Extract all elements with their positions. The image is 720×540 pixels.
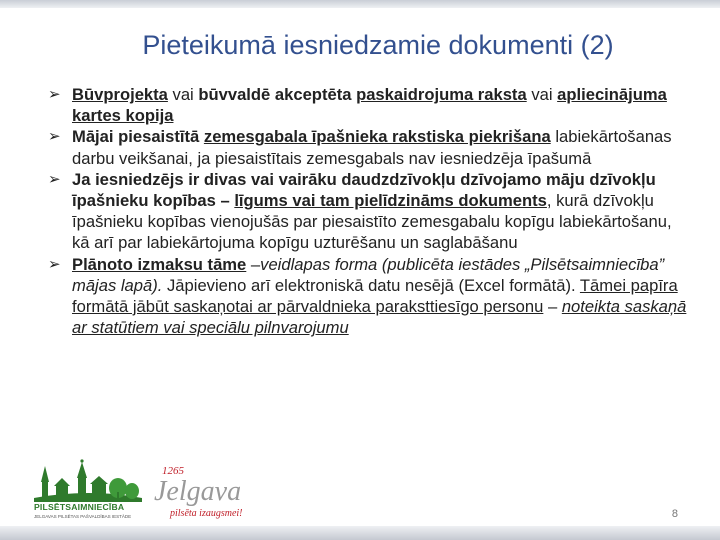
bullet-list [48, 84, 688, 338]
jelgava-wordmark-icon [148, 462, 278, 522]
bullet-item-2 [48, 126, 688, 168]
logo-jelgava-tagline: pilsēta izaugsmei! [170, 508, 243, 519]
text-run: līgums vai tam pielīdzināms dokuments [234, 191, 547, 211]
text-run: Tāmei papīra formātā jābūt saskaņotai ar pārvaldnieka paraksttiesīgo personu [72, 275, 678, 317]
bullet-item-4 [48, 254, 688, 339]
bottom-decor-bar [0, 526, 720, 540]
text-run: – [543, 297, 562, 317]
text-run: zemesgabala īpašnieka rakstiska piekrišana [203, 127, 551, 147]
arrow-bullet-icon: ➢ [48, 86, 61, 103]
text-run: – [246, 254, 261, 274]
text-run: veidlapas forma (publicēta iestādes „Pilsētsaimniecība” mājas lapā). [72, 254, 665, 295]
logo-mark-number: 1265 [162, 465, 184, 477]
bullet-item-3 [48, 169, 688, 254]
footer-logos [34, 458, 284, 524]
pilsetsaimnieciba-logo [34, 458, 142, 524]
arrow-bullet-icon: ➢ [48, 255, 61, 273]
text-run: būvvaldē akceptēta [198, 85, 357, 104]
top-decor-bar [0, 0, 720, 8]
text-run: apliecinājuma kartes kopija [72, 85, 667, 126]
logo-city-name: PILSĒTSAIMNIECĪBA [34, 502, 125, 512]
slide-title: Pieteikumā iesniedzamie dokumenti (2) [142, 30, 614, 60]
text-run: vai [526, 85, 558, 104]
text-run: Jāpievieno arī elektroniskā datu nesējā (Excel formātā). [162, 275, 580, 295]
bullet-item-1 [48, 84, 688, 126]
jelgava-logo [148, 462, 278, 522]
text-run: paskaidrojuma raksta [356, 85, 527, 104]
text-run: noteikta saskaņā ar statūtiem vai speciālu pilnvarojumu [72, 297, 687, 338]
city-skyline-icon [34, 458, 142, 502]
text-run: Būvprojekta [72, 85, 168, 104]
arrow-bullet-icon: ➢ [48, 128, 61, 146]
arrow-bullet-icon: ➢ [48, 170, 61, 188]
text-run: labiekārtošanas darbu veikšanai, ja piesaistītais zemesgabals nav iesniedzēja īpašumā [72, 127, 672, 168]
page-number: 8 [671, 508, 678, 520]
logo-city-subtitle: JELGAVAS PILSĒTAS PAŠVALDĪBAS IESTĀDE [34, 514, 132, 519]
text-run: Ja iesniedzējs ir divas vai vairāku daudzdzīvokļu dzīvojamo māju dzīvokļu īpašnieku kopības – [72, 169, 656, 211]
logo-jelgava-name: Jelgava [154, 476, 242, 507]
text-run: Mājai piesaistītā [72, 127, 204, 147]
text-run: Plānoto izmaksu tāme [72, 254, 247, 274]
text-run: vai [167, 85, 199, 104]
text-run: , kurā dzīvokļu īpašnieku kopības vienojušās par piesaistīto zemesgabalu kopīgu labiekārtošanu, kā arī par labiekārtojuma kopīgu uzturēšanu un saglabāšanu [72, 191, 672, 253]
